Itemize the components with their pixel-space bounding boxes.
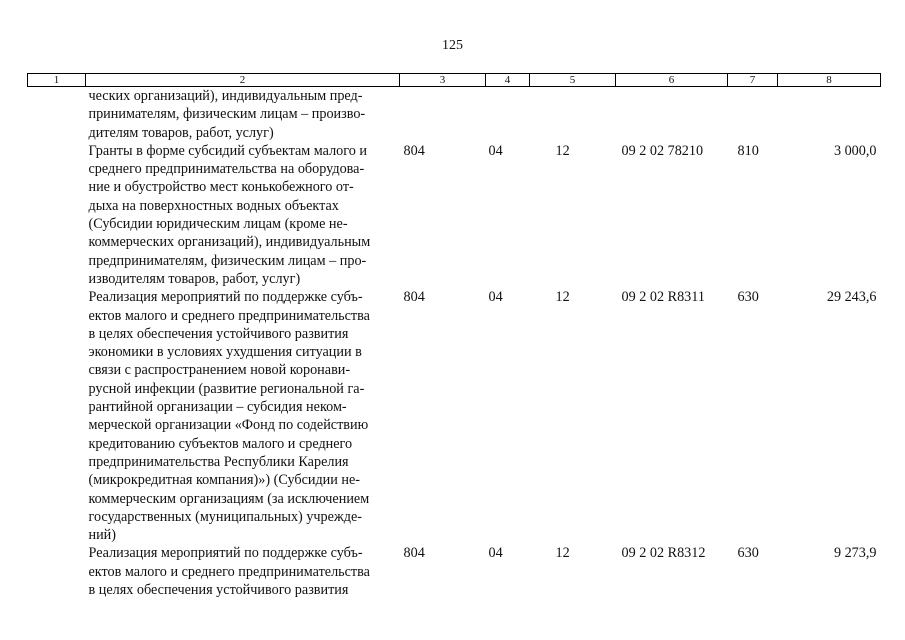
description-line: Гранты в форме субсидий субъектам малого и: [88, 142, 367, 159]
description-line: в целях обеспечения устойчивого развития: [88, 582, 349, 599]
gr-cell: [400, 87, 486, 142]
rz-cell: 04: [488, 289, 503, 306]
table-row: [28, 87, 881, 142]
description-line: коммерческим организациям (за исключением: [88, 490, 370, 507]
description-line: предпринимателям, физическим лицам – про-: [88, 252, 367, 269]
csr-cell: 09 2 02 78210: [621, 142, 704, 159]
gr-cell: 804: [403, 142, 425, 159]
column-number-3: 3: [400, 74, 486, 87]
description-line: принимателям, физическим лицам – произво-: [88, 106, 366, 123]
description-cell: [28, 544, 400, 599]
description-line: в целях обеспечения устойчивого развития: [88, 325, 349, 342]
column-number-7: 7: [728, 74, 778, 87]
description-cell: [28, 87, 400, 142]
rz-cell: 04: [488, 142, 503, 159]
csr-cell: [616, 87, 728, 142]
csr-cell: 09 2 02 R8312: [621, 545, 706, 562]
csr-cell: 09 2 02 R8311: [621, 289, 705, 306]
page-number: 125: [442, 38, 463, 53]
vr-cell: [728, 87, 778, 142]
amount-cell: 29 243,6: [826, 289, 877, 306]
table-row: [28, 142, 881, 288]
amount-cell: 3 000,0: [833, 142, 877, 159]
description-line: дителям товаров, работ, услуг): [88, 124, 274, 141]
column-number-5: 5: [530, 74, 616, 87]
vr-cell: 810: [737, 142, 759, 159]
description-line: русной инфекции (развитие региональной га-: [88, 380, 365, 397]
description-line: коммерческих организаций), индивидуальным: [88, 234, 371, 251]
description-line: государственных (муниципальных) учрежде-: [88, 508, 362, 525]
amount-cell: [778, 87, 881, 142]
description-line: (Субсидии юридическим лицам (кроме не-: [88, 216, 348, 233]
description-line: (микрокредитная компания)») (Субсидии не-: [88, 472, 361, 489]
description-line: дыха на поверхностных водных объектах: [88, 197, 339, 214]
description-line: экономики в условиях ухудшения ситуации в: [88, 344, 362, 361]
vr-cell: 630: [737, 289, 759, 306]
gr-cell: 804: [403, 545, 425, 562]
description-line: мерческой организации «Фонд по содействию: [88, 417, 369, 434]
description-line: ектов малого и среднего предпринимательства: [88, 563, 370, 580]
description-cell: [28, 142, 400, 288]
column-number-8: 8: [778, 74, 881, 87]
pr-cell: 12: [555, 545, 570, 562]
description-line: ний): [88, 527, 117, 544]
amount-cell: 9 273,9: [833, 545, 877, 562]
description-line: ние и обустройство мест конькобежного от-: [88, 179, 354, 196]
rz-cell: 04: [488, 545, 503, 562]
column-number-4: 4: [486, 74, 530, 87]
description-line: связи с распространением новой коронави-: [88, 362, 351, 379]
column-number-6: 6: [616, 74, 728, 87]
description-line: ческих организаций), индивидуальным пред-: [88, 88, 363, 104]
column-number-1: 1: [28, 74, 86, 87]
description-line: среднего предпринимательства на оборудова-: [88, 161, 365, 178]
description-line: Реализация мероприятий по поддержке субъ-: [88, 545, 363, 562]
description-line: изводителям товаров, работ, услуг): [88, 270, 301, 287]
description-line: Реализация мероприятий по поддержке субъ-: [88, 289, 363, 306]
pr-cell: [530, 87, 616, 142]
description-line: предпринимательства Республики Карелия: [88, 453, 349, 470]
table-body: [28, 87, 881, 600]
budget-table: [27, 73, 881, 599]
table-row: [28, 288, 881, 544]
table-row: [28, 544, 881, 599]
pr-cell: 12: [555, 289, 570, 306]
description-line: кредитованию субъектов малого и среднего: [88, 435, 353, 452]
pr-cell: 12: [555, 142, 570, 159]
column-number-row: [28, 74, 881, 87]
rz-cell: [486, 87, 530, 142]
gr-cell: 804: [403, 289, 425, 306]
vr-cell: 630: [737, 545, 759, 562]
column-number-2: 2: [86, 74, 400, 87]
description-line: рантийной организации – субсидия неком-: [88, 399, 347, 416]
description-cell: [28, 288, 400, 544]
description-line: ектов малого и среднего предпринимательства: [88, 307, 370, 324]
